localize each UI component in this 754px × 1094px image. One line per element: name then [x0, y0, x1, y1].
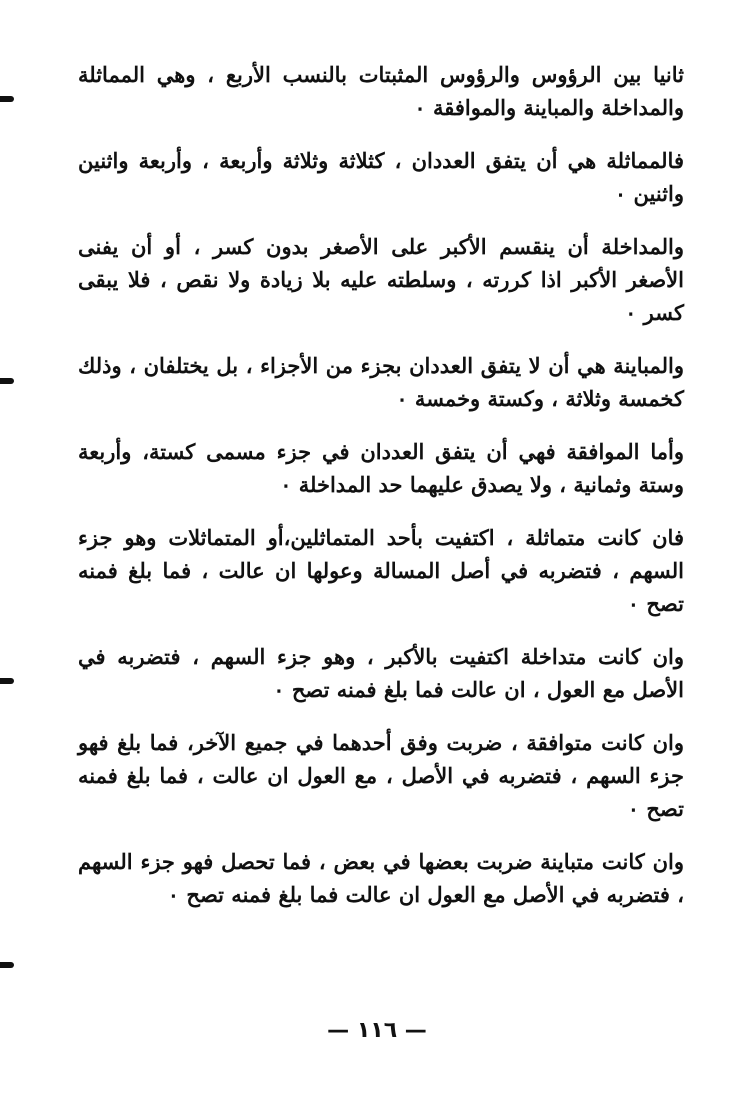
paragraph: وان كانت متباينة ضربت بعضها في بعض ، فما تحصل فهو جزء السهم ، فتضربه في الأصل مع العول ان عالت فما بلغ فمنه تصح ٠	[78, 849, 684, 907]
body-text	[78, 58, 684, 931]
page-number: — ١١٦ —	[327, 1018, 427, 1043]
paragraph: وان كانت متداخلة اكتفيت بالأكبر ، وهو جزء السهم ، فتضربه في الأصل مع العول ، ان عالت فما بلغ فمنه تصح ٠	[78, 644, 684, 702]
paragraph: فان كانت متماثلة ، اكتفيت بأحد المتماثلين،أو المتماثلات وهو جزء السهم ، فتضربه في أصل المسالة وعولها ان عالت ، فما بلغ فمنه تصح ٠	[78, 525, 684, 616]
paragraph: وان كانت متوافقة ، ضربت وفق أحدهما في جميع الآخر، فما بلغ فهو جزء السهم ، فتضربه في الأصل ، مع العول ان عالت ، فما بلغ فمنه تصح ٠	[78, 730, 684, 821]
margin-mark	[0, 96, 14, 102]
paragraph: ثانيا بين الرؤوس والرؤوس المثبتات بالنسب الأربع ، وهي المماثلة والمداخلة والمباينة والموافقة ٠	[78, 62, 684, 120]
paragraph: وأما الموافقة فهي أن يتفق العددان في جزء مسمى كستة، وأربعة وستة وثمانية ، ولا يصدق عليهما حد المداخلة ٠	[78, 439, 684, 497]
margin-mark	[0, 962, 14, 968]
margin-mark	[0, 378, 14, 384]
paragraph: والمباينة هي أن لا يتفق العددان بجزء من الأجزاء ، بل يختلفان ، وذلك كخمسة وثلاثة ، وكستة وخمسة ٠	[78, 353, 684, 411]
paragraph: والمداخلة أن ينقسم الأكبر على الأصغر بدون كسر ، أو أن يفنى الأصغر الأكبر اذا كررته ، وسلطته عليه بلا زيادة ولا نقص ، فلا يبقى كسر ٠	[78, 234, 684, 325]
paragraph: فالمماثلة هي أن يتفق العددان ، كثلاثة وثلاثة وأربعة ، وأربعة واثنين واثنين ٠	[78, 148, 684, 206]
margin-mark	[0, 678, 14, 684]
